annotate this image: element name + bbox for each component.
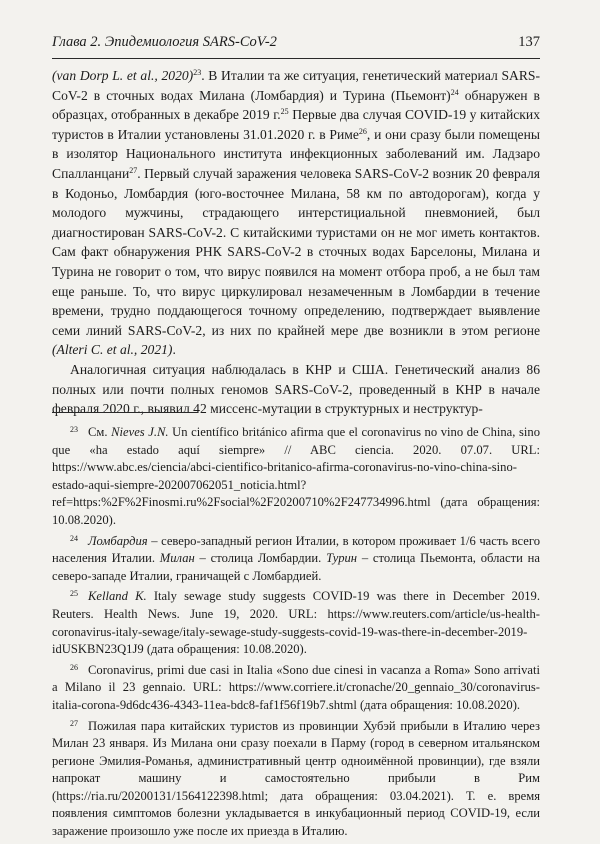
citation: (van Dorp L. et al., 2020) (52, 68, 194, 83)
footnote-25 (52, 588, 540, 658)
footnote-rule (52, 412, 198, 413)
footnote-23 (52, 424, 540, 530)
footnote-26 (52, 662, 540, 715)
chapter-title: Глава 2. Эпидемиология SARS-CoV-2 (52, 34, 277, 50)
text-run: . Первый случай заражения человека SARS-CoV-2 возник 20 февраля в Кодоньо, Ломбардия (юго-восточнее Милана, 58 км по автодорогам), когда у молодого мужчины, страдающего интерстициальной пневмонией, был диагностирован SARS-CoV-2. С китайскими туристами он не мог иметь контактов. Сам факт обнаружения РНК SARS-CoV-2 в сточных водах Барселоны, Милана и Турина не говорит о том, что вирус появился на момент отбора проб, а не был там еще раньше. То, что вирус циркулировал незамеченным в Ломбардии в течение времени, трудно поддающегося точному определению, подтверждает выявление семи линий SARS-CoV-2, из них по крайней мере две возникли в этом регионе (52, 165, 540, 338)
footnote-number: 24 (70, 533, 78, 543)
footnote-text: Coronavirus, primi due casi in Italia «Sono due cinesi in vacanza a Roma» Sono arrivati a Milano il 23 gennaio. URL: https://www.corriere.it/cronache/20_gennaio_30/coronavirus-italia-corona-9d6dc436-4343-11ea-bdc8-faf1f56f19b7.shtml (дата обращения: 10.08.2020). (52, 662, 540, 712)
footnote-ref: 24 (450, 87, 459, 97)
citation: (Alteri C. et al., 2021) (52, 342, 173, 358)
paragraph-1: (van Dorp L. et al., 2020)$^{23}$. В Италии та же ситуация, генетический материал SARS-CoV-2 в сточных водах Милана (Ломбардия) и Турина (Пьемонт)$^{24}$ обнаружен в образцах, отобранных в декабре 2019 г.$^{25}$ Первые два случая COVID-19 у китайских туристов в Италии установлены 31.01.2020 г. в Риме$^{26}$, и они сразу были помещены в изолятор Национального института инфекционных заболеваний им. Ладзаро Спалланцани$^{27}$. Первый случай заражения человека SARS-CoV-2 возник 20 февраля в Кодоньо, Ломбардия (юго-восточнее Милана, 58 км по автодорогам), когда у молодого мужчины, страдающего интерстициальной пневмонией, был диагностирован SARS-CoV-2. С китайскими туристами он не мог иметь контактов. Сам факт обнаружения РНК SARS-CoV-2 в сточных водах Барселоны, Милана и Турина не говорит о том, что вирус появился на момент отбора проб, а не был там еще раньше. То, что вирус циркулировал незамеченным в Ломбардии в течение времени, трудно поддающегося точному определению, подтверждает выявление семи линий SARS-CoV-2, из них по крайней мере две возникли в этом регионе (Alteri C. et al., 2021). (52, 68, 540, 358)
footnote-ref: 26 (358, 126, 367, 136)
text-run: . (172, 342, 176, 358)
footnote-number: 27 (70, 718, 78, 728)
footnote-text: Пожилая пара китайских туристов из провинции Хубэй прибыли в Италию через Милан 23 января. Из Милана они сразу поехали в Парму (город в северном итальянском регионе Эмилия-Романья, административный центр одноимённой провинции), где взяли напрокат машину и самостоятельно прибыли в Рим (https://ria.ru/20200131/1564122398.html; дата обращения: 03.04.2021). Т. е. время появления симптомов болезни укладывается в инкубационный период COVID-19, если заражение произошло уже после их приезда в Италию. (52, 718, 540, 839)
author: Kelland K. (88, 589, 147, 604)
text-run: См. (88, 425, 108, 439)
term: Турин (326, 551, 358, 566)
footnote-ref: 23 (193, 68, 202, 77)
footnote-number: 23 (70, 425, 78, 434)
term: Ломбардия (88, 533, 148, 548)
footnote-text: – столица Пьемонта, области на северо-западе Италии, граничащей с Ломбардией. (52, 551, 540, 583)
main-text (52, 66, 540, 419)
footnote-27 (52, 718, 540, 841)
footnote-ref: 25 (280, 107, 289, 117)
footnote-ref: 27 (129, 165, 138, 175)
text-run: Первые два случая COVID-19 у китайских туристов в Италии установлены 31.01.2020 г. в Риме (52, 107, 540, 142)
footnote-text: – столица Ломбардии. (199, 551, 322, 566)
text-run: , и они сразу были помещены в изолятор Национального института инфекционных заболеваний им. Ладзаро Спалланцани (52, 126, 540, 181)
author: Nieves J.N. (111, 425, 169, 439)
footnote-text: Italy sewage study suggests COVID-19 was there in December 2019. Reuters. Health News. June 19, 2020. URL: https://www.reuters.com/article/us-health-coronavirus-italy-sewage/italy-sewage-study-suggests-covid-19-was-there-in-december-2019-idUSKBN23Q1J9 (дата обращения: 10.08.2020). (52, 589, 540, 657)
footnote-number: 25 (70, 589, 78, 599)
text-run: В Италии та же ситуация, генетический материал SARS-CoV-2 в сточных водах Милана (Ломбардия) и Турина (Пьемонт) (52, 68, 540, 103)
footnote-text: – северо-западный регион Италии, в котором проживает 1/6 часть всего населения Италии. (52, 533, 540, 566)
running-header (52, 34, 540, 56)
header-rule (52, 58, 540, 59)
footnote-text: Un científico británico afirma que el coronavirus no vino de China, sino que «ha estado aquí siempre» // ABC ciencia. 2020. 07.07. URL: https://www.abc.es/ciencia/abci-cientifico-britanico-afirma-coronavirus-no-vino-china-sino-estado-aqui-siempre-202007062051_noticia.html?ref=https:%2F%2Finosmi.ru%2Fsocial%2F20200710%2F247734996.html (дата обращения: 10.08.2020). (52, 425, 540, 527)
paragraph-2: Аналогичная ситуация наблюдалась в КНР и США. Генетический анализ 86 полных или почти полных геномов SARS-CoV-2, проведенный в КНР в начале февраля 2020 г., выявил 42 миссенс-мутации в структурных и неструктур- (52, 361, 540, 417)
page-number: 137 (518, 34, 540, 50)
footnote-24 (52, 533, 540, 586)
footnotes (52, 424, 540, 844)
footnote-number: 26 (70, 662, 78, 672)
term: Милан (159, 551, 195, 566)
text-run: обнаружен в образцах, отобранных в декабре 2019 г. (52, 87, 540, 123)
